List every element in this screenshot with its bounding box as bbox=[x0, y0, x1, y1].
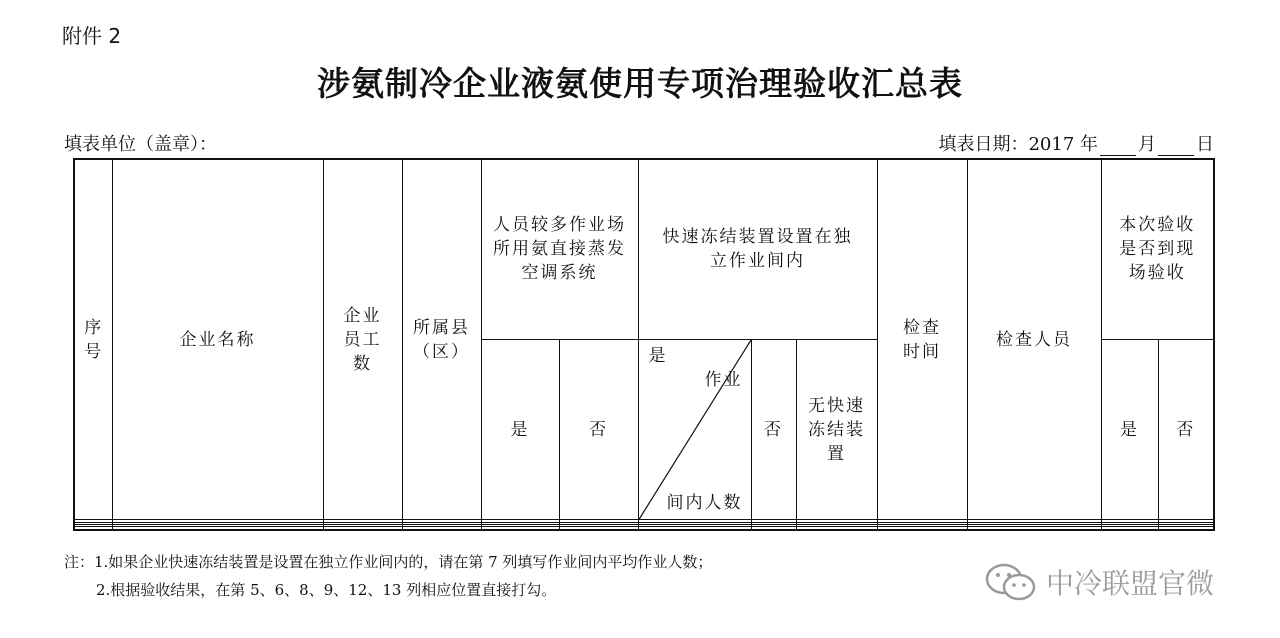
header-ac-no: 否 bbox=[559, 339, 638, 519]
month-blank bbox=[1100, 137, 1136, 156]
fill-unit-label: 填表单位（盖章）： bbox=[64, 134, 217, 155]
table-cell[interactable] bbox=[751, 527, 796, 530]
watermark bbox=[984, 562, 1214, 602]
header-employees: 企业员工数 bbox=[323, 159, 402, 520]
header-county: 所属县 （区） bbox=[402, 159, 481, 520]
header-onsite: 本次验收是否到现场验收 bbox=[1101, 159, 1214, 339]
table-cell[interactable] bbox=[1101, 527, 1158, 530]
fill-date-label bbox=[938, 130, 1214, 156]
header-seq: 序号 bbox=[74, 159, 112, 520]
header-onsite-no: 否 bbox=[1158, 339, 1214, 519]
header-freeze-no: 否 bbox=[751, 339, 796, 519]
diag-yes-label: 是 bbox=[648, 345, 668, 366]
fill-date-month: 月 bbox=[1138, 134, 1156, 155]
watermark-text: 中冷联盟官微 bbox=[1046, 567, 1215, 600]
header-no-freeze-device: 无快速冻结装置 bbox=[796, 339, 877, 519]
diag-room-people-label: 间内人数 bbox=[666, 493, 743, 514]
table-cell[interactable] bbox=[559, 527, 638, 530]
document-title: 涉氨制冷企业液氨使用专项治理验收汇总表 bbox=[317, 64, 963, 103]
table-cell[interactable] bbox=[1158, 527, 1214, 530]
fill-date-day: 日 bbox=[1196, 134, 1214, 155]
header-freeze-yes-diagonal bbox=[638, 339, 751, 519]
attachment-label: 附件 2 bbox=[62, 24, 122, 48]
table-cell[interactable] bbox=[967, 527, 1101, 530]
table-cell[interactable] bbox=[481, 527, 559, 530]
header-check-time: 检查时间 bbox=[877, 159, 967, 520]
note-1: 注：1.如果企业快速冻结装置是设置在独立作业间内的，请在第 7 列填写作业间内平均作业人数； bbox=[64, 553, 713, 571]
day-blank bbox=[1158, 137, 1194, 156]
header-company-name: 企业名称 bbox=[112, 159, 323, 520]
header-freeze-group: 快速冻结装置设置在独立作业间内 bbox=[638, 159, 877, 339]
header-onsite-yes: 是 bbox=[1101, 339, 1158, 519]
table-cell[interactable] bbox=[74, 527, 112, 530]
fill-date-prefix: 填表日期：2017 年 bbox=[938, 134, 1098, 155]
table-cell[interactable] bbox=[877, 527, 967, 530]
summary-table bbox=[73, 158, 1215, 531]
table-cell[interactable] bbox=[638, 527, 751, 530]
table-cell[interactable] bbox=[323, 527, 402, 530]
table-row bbox=[74, 527, 1214, 530]
table-cell[interactable] bbox=[402, 527, 481, 530]
note-2: 2.根据验收结果，在第 5、6、8、9、12、13 列相应位置直接打勾。 bbox=[96, 581, 557, 599]
table-body bbox=[74, 520, 1214, 530]
header-ac-yes: 是 bbox=[481, 339, 559, 519]
table-cell[interactable] bbox=[796, 527, 877, 530]
wechat-icon bbox=[984, 562, 1038, 602]
table-cell[interactable] bbox=[112, 527, 323, 530]
diag-work-label: 作业 bbox=[704, 369, 743, 390]
footnotes bbox=[64, 548, 712, 604]
header-inspectors: 检查人员 bbox=[967, 159, 1101, 520]
header-ac-system: 人员较多作业场所用氨直接蒸发空调系统 bbox=[481, 159, 638, 339]
